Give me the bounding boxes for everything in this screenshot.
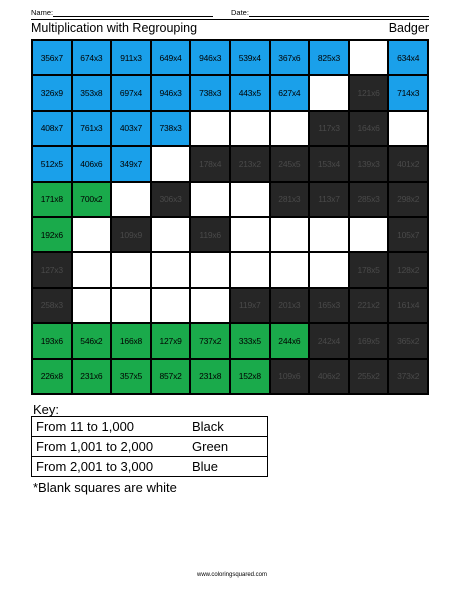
key-color: Black: [188, 417, 268, 437]
grid-cell[interactable]: 169x5: [349, 323, 389, 358]
grid-cell[interactable]: 113x7: [309, 182, 349, 217]
grid-cell[interactable]: 166x8: [111, 323, 151, 358]
grid-cell[interactable]: 649x4: [151, 40, 191, 75]
grid-cell[interactable]: 105x7: [388, 217, 428, 252]
grid-cell[interactable]: [388, 111, 428, 146]
grid-cell[interactable]: 152x8: [230, 359, 270, 394]
grid-cell[interactable]: 298x2: [388, 182, 428, 217]
grid-cell[interactable]: 201x3: [270, 288, 310, 323]
grid-cell[interactable]: 121x6: [349, 75, 389, 110]
grid-cell[interactable]: [72, 288, 112, 323]
grid-cell[interactable]: [72, 217, 112, 252]
grid-cell[interactable]: 714x3: [388, 75, 428, 110]
grid-cell[interactable]: 356x7: [32, 40, 72, 75]
grid-cell[interactable]: [230, 217, 270, 252]
key-row: [32, 437, 268, 457]
footer-url: www.coloringsquared.com: [196, 572, 268, 578]
grid-cell[interactable]: 326x9: [32, 75, 72, 110]
grid-cell[interactable]: 242x4: [309, 323, 349, 358]
grid-cell[interactable]: 443x5: [230, 75, 270, 110]
grid-cell[interactable]: 539x4: [230, 40, 270, 75]
grid-cell[interactable]: 367x6: [270, 40, 310, 75]
grid-cell[interactable]: 825x3: [309, 40, 349, 75]
grid-cell[interactable]: 153x4: [309, 146, 349, 181]
key-color: Blue: [188, 457, 268, 477]
grid-cell[interactable]: 546x2: [72, 323, 112, 358]
grid-cell[interactable]: [151, 146, 191, 181]
grid-cell[interactable]: 700x2: [72, 182, 112, 217]
grid-cell[interactable]: 697x4: [111, 75, 151, 110]
grid-cell[interactable]: 258x3: [32, 288, 72, 323]
grid-cell[interactable]: [151, 288, 191, 323]
grid-cell[interactable]: [270, 111, 310, 146]
grid-cell[interactable]: 365x2: [388, 323, 428, 358]
grid-cell[interactable]: 406x2: [309, 359, 349, 394]
grid-cell[interactable]: 408x7: [32, 111, 72, 146]
worksheet-title: Multiplication with Regrouping: [31, 21, 198, 35]
grid-cell[interactable]: 857x2: [151, 359, 191, 394]
grid-cell[interactable]: 761x3: [72, 111, 112, 146]
grid-cell[interactable]: 226x8: [32, 359, 72, 394]
grid-cell[interactable]: 353x8: [72, 75, 112, 110]
grid-cell[interactable]: [230, 182, 270, 217]
grid-cell[interactable]: 109x9: [111, 217, 151, 252]
grid-cell[interactable]: 178x4: [190, 146, 230, 181]
key-row: [32, 457, 268, 477]
grid-cell[interactable]: [230, 252, 270, 287]
grid-cell[interactable]: 161x4: [388, 288, 428, 323]
grid-cell[interactable]: 171x8: [32, 182, 72, 217]
grid-cell[interactable]: [190, 182, 230, 217]
grid-cell[interactable]: 738x3: [190, 75, 230, 110]
key-range: From 2,001 to 3,000: [32, 457, 189, 477]
grid-cell[interactable]: 119x6: [190, 217, 230, 252]
grid-cell[interactable]: [151, 217, 191, 252]
grid-cell[interactable]: 946x3: [151, 75, 191, 110]
grid-cell[interactable]: 403x7: [111, 111, 151, 146]
grid-cell[interactable]: [270, 217, 310, 252]
grid-cell[interactable]: 281x3: [270, 182, 310, 217]
grid-cell[interactable]: 165x3: [309, 288, 349, 323]
grid-cell[interactable]: 221x2: [349, 288, 389, 323]
grid-cell[interactable]: [270, 252, 310, 287]
grid-cell[interactable]: 373x2: [388, 359, 428, 394]
grid-cell[interactable]: 127x3: [32, 252, 72, 287]
grid-cell[interactable]: 255x2: [349, 359, 389, 394]
grid-cell[interactable]: 127x9: [151, 323, 191, 358]
grid-cell[interactable]: 109x6: [270, 359, 310, 394]
grid-cell[interactable]: 164x6: [349, 111, 389, 146]
problem-grid: [31, 39, 429, 395]
grid-cell[interactable]: 401x2: [388, 146, 428, 181]
name-line[interactable]: [53, 16, 213, 17]
grid-cell[interactable]: [190, 111, 230, 146]
grid-cell[interactable]: [309, 252, 349, 287]
grid-cell[interactable]: 911x3: [111, 40, 151, 75]
name-label: Name:: [31, 8, 54, 17]
header-divider: [31, 19, 429, 20]
grid-cell[interactable]: 349x7: [111, 146, 151, 181]
grid-cell[interactable]: [111, 252, 151, 287]
grid-cell[interactable]: [190, 288, 230, 323]
grid-cell[interactable]: 357x5: [111, 359, 151, 394]
grid-cell[interactable]: 406x6: [72, 146, 112, 181]
grid-cell[interactable]: 244x6: [270, 323, 310, 358]
grid-cell[interactable]: [111, 288, 151, 323]
grid-cell[interactable]: 139x3: [349, 146, 389, 181]
key-range: From 1,001 to 2,000: [32, 437, 189, 457]
grid-cell[interactable]: 231x6: [72, 359, 112, 394]
date-label: Date:: [231, 8, 249, 17]
grid-cell[interactable]: [151, 252, 191, 287]
grid-cell[interactable]: 178x5: [349, 252, 389, 287]
grid-cell[interactable]: 738x3: [151, 111, 191, 146]
grid-cell[interactable]: 285x3: [349, 182, 389, 217]
grid-cell[interactable]: 213x2: [230, 146, 270, 181]
key-table: [31, 416, 268, 477]
grid-cell[interactable]: 627x4: [270, 75, 310, 110]
grid-cell[interactable]: 512x5: [32, 146, 72, 181]
grid-cell[interactable]: 193x6: [32, 323, 72, 358]
grid-cell[interactable]: 192x6: [32, 217, 72, 252]
grid-cell[interactable]: 946x3: [190, 40, 230, 75]
grid-cell[interactable]: 674x3: [72, 40, 112, 75]
grid-cell[interactable]: [190, 252, 230, 287]
key-title: Key:: [33, 402, 60, 417]
grid-cell[interactable]: 128x2: [388, 252, 428, 287]
grid-cell[interactable]: [349, 217, 389, 252]
key-note: *Blank squares are white: [33, 480, 177, 495]
header-fields: [31, 8, 429, 18]
grid-cell[interactable]: 231x8: [190, 359, 230, 394]
grid-cell[interactable]: [309, 75, 349, 110]
key-color: Green: [188, 437, 268, 457]
date-line[interactable]: [249, 16, 429, 17]
key-range: From 11 to 1,000: [32, 417, 189, 437]
grid-cell[interactable]: [72, 252, 112, 287]
grid-cell[interactable]: 117x3: [309, 111, 349, 146]
grid-cell[interactable]: [230, 111, 270, 146]
grid-cell[interactable]: 737x2: [190, 323, 230, 358]
grid-cell[interactable]: 119x7: [230, 288, 270, 323]
grid-cell[interactable]: 333x5: [230, 323, 270, 358]
grid-cell[interactable]: [349, 40, 389, 75]
grid-cell[interactable]: 245x5: [270, 146, 310, 181]
key-row: [32, 417, 268, 437]
grid-cell[interactable]: 634x4: [388, 40, 428, 75]
worksheet-subtitle: Badger: [388, 21, 429, 35]
grid-cell[interactable]: [111, 182, 151, 217]
grid-cell[interactable]: 306x3: [151, 182, 191, 217]
grid-cell[interactable]: [309, 217, 349, 252]
